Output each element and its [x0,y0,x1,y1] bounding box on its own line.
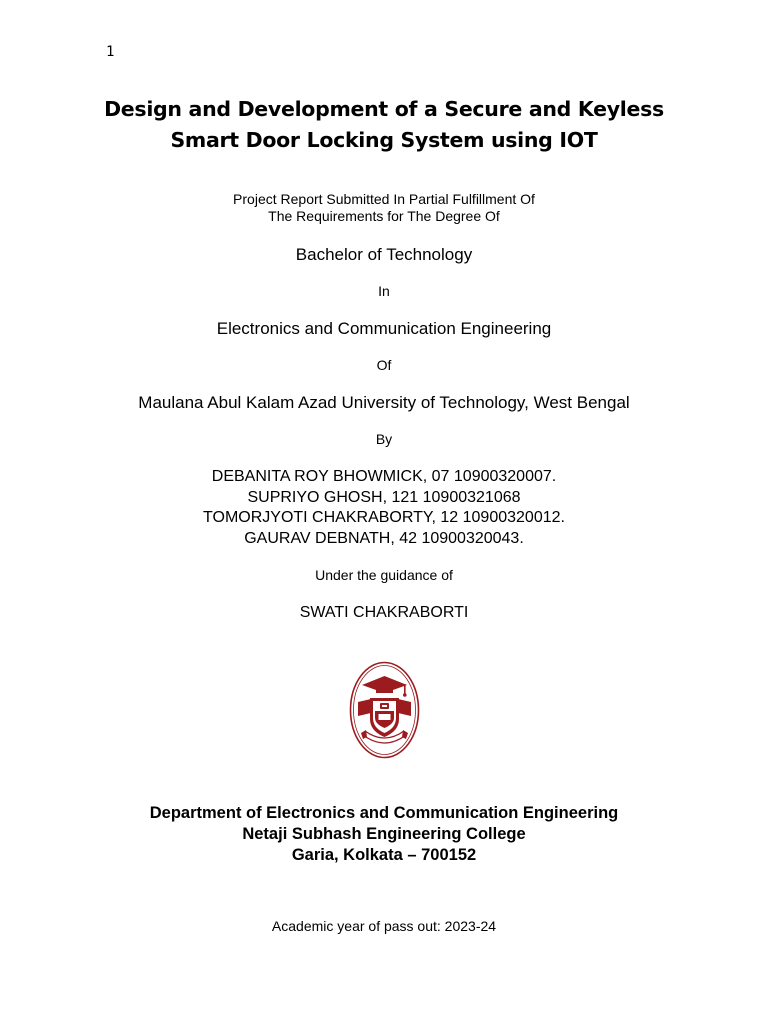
guidance-label: Under the guidance of [315,567,453,583]
university-name: Maulana Abul Kalam Azad University of Technology, West Bengal [138,393,630,412]
submission-statement [0,191,768,225]
department-name: Department of Electronics and Communication Engineering [149,804,619,822]
department-block [0,803,768,866]
author-entry: GAURAV DEBNATH, 42 10900320043. [244,530,524,548]
by-connector: By [375,431,393,447]
of-connector: Of [376,357,392,373]
report-title-line-1: Design and Development of a Secure and Keyless [104,97,664,121]
report-title [0,94,768,156]
author-entry: DEBANITA ROY BHOWMICK, 07 10900320007. [211,468,557,485]
guide-name: SWATI CHAKRABORTI [299,604,469,621]
branch-name: Electronics and Communication Engineering [216,319,552,338]
page-number: 1 [106,44,115,60]
college-name: Netaji Subhash Engineering College [242,825,526,843]
college-emblem-icon [349,661,420,759]
author-list [0,467,768,550]
submission-statement-line-2: The Requirements for The Degree Of [268,208,500,224]
author-entry: TOMORJYOTI CHAKRABORTY, 12 10900320012. [203,509,565,527]
in-connector: In [378,283,390,299]
degree-name: Bachelor of Technology [295,245,473,264]
academic-year: Academic year of pass out: 2023-24 [271,918,497,934]
author-entry: SUPRIYO GHOSH, 121 10900321068 [247,488,521,506]
college-address: Garia, Kolkata – 700152 [291,846,477,864]
report-title-line-2: Smart Door Locking System using IOT [170,128,598,152]
submission-statement-line-1: Project Report Submitted In Partial Fulfillment Of [233,191,535,207]
